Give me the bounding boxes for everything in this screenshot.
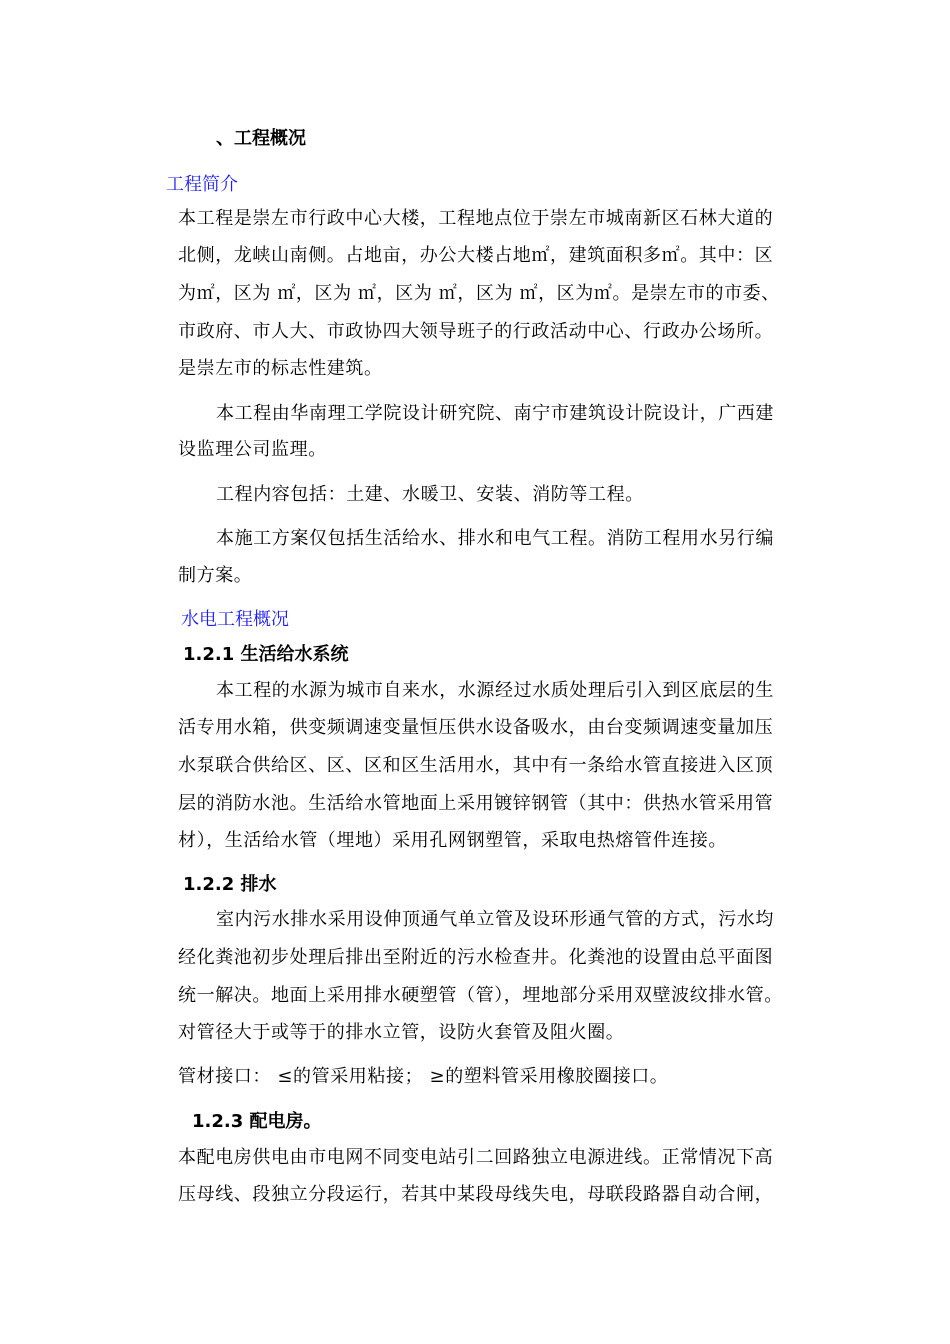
intro-para2-line-1: 本工程由华南理工学院设计研究院、南宁市建筑设计院设计，广西建	[216, 403, 774, 424]
s1-line-5: 材），生活给水管（埋地）采用孔网钢塑管，采取电热熔管件连接。	[178, 830, 727, 851]
intro-para4-line-2: 制方案。	[178, 565, 253, 586]
s1-line-4: 层的消防水池。生活给水管地面上采用镀锌钢管（其中：供热水管采用管	[178, 793, 774, 814]
s2-line-2: 经化粪池初步处理后排出至附近的污水检查井。化粪池的设置由总平面图	[178, 947, 774, 968]
s2-line-1: 室内污水排水采用设伸顶通气单立管及设环形通气管的方式，污水均	[216, 909, 774, 930]
intro-para4-line-1: 本施工方案仅包括生活给水、排水和电气工程。消防工程用水另行编	[216, 528, 774, 549]
section-title: 、工程概况	[216, 128, 306, 149]
intro-heading: 工程简介	[166, 174, 238, 195]
s2-line-3: 统一解决。地面上采用排水硬塑管（管），埋地部分采用双壁波纹排水管。	[178, 985, 783, 1006]
intro-line-3: 为㎡，区为 ㎡，区为 ㎡，区为 ㎡，区为 ㎡，区为㎡。是崇左市的市委、	[178, 283, 780, 304]
s1-heading: 1.2.1 生活给水系统	[183, 644, 349, 665]
s2-line-4: 对管径大于或等于的排水立管，设防火套管及阻火圈。	[178, 1022, 625, 1043]
s3-line-1: 本配电房供电由市电网不同变电站引二回路独立电源进线。正常情况下高	[178, 1147, 774, 1168]
intro-line-2: 北侧，龙峡山南侧。占地亩，办公大楼占地㎡，建筑面积多㎡。其中：区	[178, 245, 774, 266]
intro-line-4: 市政府、市人大、市政协四大领导班子的行政活动中心、行政办公场所。	[178, 321, 774, 342]
s2-heading: 1.2.2 排水	[183, 874, 277, 895]
intro-para3: 工程内容包括：土建、水暖卫、安装、消防等工程。	[216, 484, 644, 505]
intro-line-5: 是崇左市的标志性建筑。	[178, 358, 383, 379]
s3-heading: 1.2.3 配电房。	[192, 1111, 322, 1132]
s1-line-2: 活专用水箱，供变频调速变量恒压供水设备吸水，由台变频调速变量加压	[178, 717, 774, 738]
s1-line-1: 本工程的水源为城市自来水，水源经过水质处理后引入到区底层的生	[216, 680, 774, 701]
water-elec-heading: 水电工程概况	[181, 609, 289, 630]
s3-line-2: 压母线、段独立分段运行，若其中某段母线失电，母联段路器自动合闸，	[178, 1184, 774, 1205]
s2-joint: 管材接口： ≤的管采用粘接； ≥的塑料管采用橡胶圈接口。	[178, 1066, 669, 1087]
intro-line-1: 本工程是崇左市行政中心大楼，工程地点位于崇左市城南新区石林大道的	[178, 208, 774, 229]
intro-para2-line-2: 设监理公司监理。	[178, 439, 327, 460]
s1-line-3: 水泵联合供给区、区、区和区生活用水，其中有一条给水管直接进入区顶	[178, 755, 774, 776]
